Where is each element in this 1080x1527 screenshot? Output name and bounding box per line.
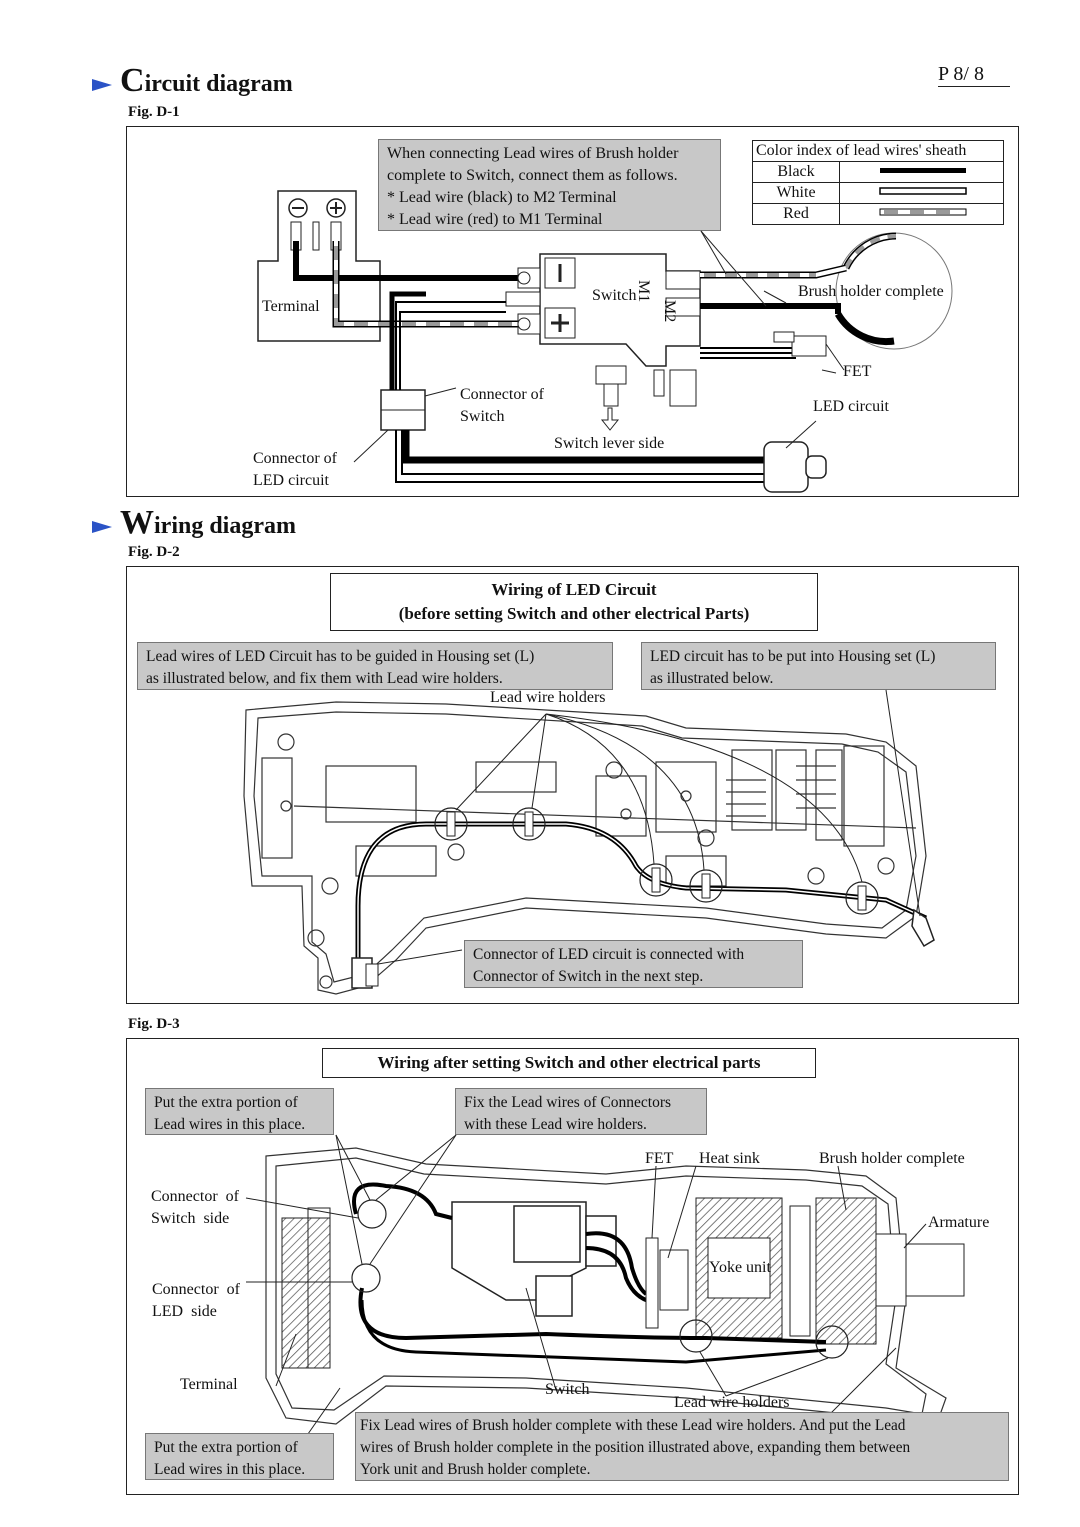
connector-led-label: Connector of LED circuit <box>253 450 337 489</box>
switch-label: Switch <box>592 287 637 304</box>
fig-d3-connector-switch-label: Connector of Switch side <box>151 1188 239 1227</box>
heading-line: Wiring of LED Circuit <box>491 580 657 599</box>
fig-d3-note-bottom-left <box>145 1433 334 1480</box>
note-line: Connector of LED circuit is connected with <box>473 946 745 963</box>
note-line: When connecting Lead wires of Brush holder <box>387 145 679 162</box>
title-rest: iring diagram <box>154 513 296 539</box>
title-initial: W <box>120 504 154 541</box>
note-line: Put the extra portion of <box>154 1439 298 1456</box>
note-line: Fix Lead wires of Brush holder complete with these Lead wire holders. And put the Lead <box>360 1417 906 1434</box>
fig-d3-heading: Wiring after setting Switch and other electrical parts <box>322 1048 816 1078</box>
note-line: with these Lead wire holders. <box>464 1116 647 1133</box>
fig-d2-holders-label: Lead wire holders <box>490 689 606 706</box>
terminal-block <box>258 191 380 341</box>
terminal-block <box>282 1218 330 1368</box>
note-line: as illustrated below, and fix them with Lead wire holders. <box>146 670 503 687</box>
note-line: Lead wires of LED Circuit has to be guided in Housing set (L) <box>146 648 535 665</box>
fig-d3-brush-holder-label: Brush holder complete <box>819 1150 965 1167</box>
circuit-diagram-title <box>92 62 293 100</box>
fet-label: FET <box>843 363 872 380</box>
wiring-diagram-title <box>92 504 296 542</box>
page-number: P 8/ 8 <box>938 62 1010 87</box>
m1-label: M1 <box>635 280 652 303</box>
heading-line: (before setting Switch and other electrical Parts) <box>398 604 750 623</box>
fig-d3-yoke-label: Yoke unit <box>709 1259 771 1276</box>
led-circuit-label: LED circuit <box>813 398 889 415</box>
fig-d3-fet-label: FET <box>645 1150 674 1167</box>
note-line: Fix the Lead wires of Connectors <box>464 1094 672 1111</box>
note-line: * Lead wire (red) to M1 Terminal <box>387 211 603 228</box>
note-line: as illustrated below. <box>650 670 774 687</box>
switch-lever-label: Switch lever side <box>554 435 665 452</box>
switch-body <box>452 1202 616 1316</box>
note-line: York unit and Brush holder complete. <box>360 1461 591 1478</box>
color-name-black: Black <box>753 162 840 183</box>
fig-d1-label: Fig. D-1 <box>128 104 180 120</box>
connector-switch-label: Connector of Switch <box>460 386 544 425</box>
fig-d3-armature-label: Armature <box>928 1214 990 1231</box>
title-rest: ircuit diagram <box>144 71 293 97</box>
m2-label: M2 <box>661 300 678 323</box>
note-line: Lead wires in this place. <box>154 1461 306 1478</box>
color-name-white: White <box>753 183 840 204</box>
housing-led-wiring-drawing <box>126 566 1017 1002</box>
title-initial: C <box>120 62 145 99</box>
note-line: * Lead wire (black) to M2 Terminal <box>387 189 617 206</box>
brush-holder <box>816 1198 876 1344</box>
color-name-red: Red <box>753 204 840 225</box>
fig-d3-connector-led-label: Connector of LED side <box>152 1281 240 1320</box>
note-line: Connector of Switch in the next step. <box>473 968 704 985</box>
fig-d3-switch-label: Switch <box>545 1381 590 1398</box>
section-arrow-icon <box>92 521 112 533</box>
section-arrow-icon <box>92 79 112 91</box>
fig-d3-heat-sink-label: Heat sink <box>699 1150 760 1167</box>
fig-d3-note-bottom-right <box>355 1412 1009 1481</box>
note-line: Put the extra portion of <box>154 1094 298 1111</box>
fig-d3-label: Fig. D-3 <box>128 1016 180 1032</box>
fig-d2-note-bottom <box>464 940 803 988</box>
fig-d3-terminal-label: Terminal <box>180 1376 238 1393</box>
note-line: Lead wires in this place. <box>154 1116 306 1133</box>
terminal-label: Terminal <box>262 298 320 315</box>
brush-holder-label: Brush holder complete <box>798 283 944 300</box>
color-index-header: Color index of lead wires' sheath <box>753 141 1004 162</box>
armature-shaft <box>906 1244 964 1296</box>
fig-d3-lead-wire-holders-label: Lead wire holders <box>674 1394 790 1411</box>
note-line: LED circuit has to be put into Housing set (L) <box>650 648 936 665</box>
note-line: complete to Switch, connect them as follows. <box>387 167 678 184</box>
fig-d2-label: Fig. D-2 <box>128 544 180 560</box>
note-line: wires of Brush holder complete in the position illustrated above, expanding them between <box>360 1439 911 1456</box>
